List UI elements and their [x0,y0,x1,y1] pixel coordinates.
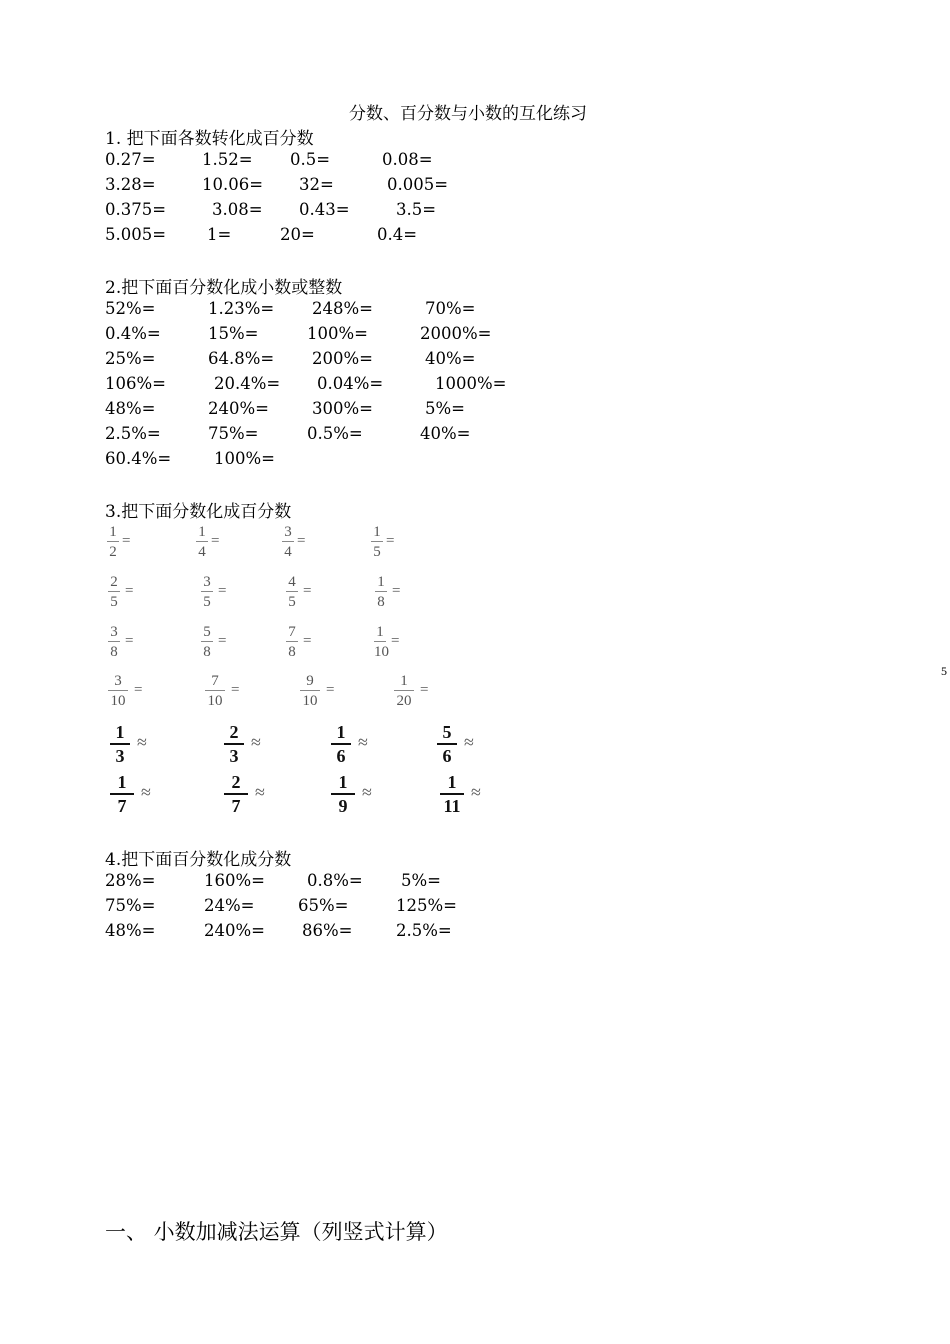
section-3-heading: 3.把下面分数化成百分数 [105,502,292,522]
exercise-item: 75%= [208,424,259,443]
fraction-denominator: 8 [203,644,211,660]
fraction-bar [286,641,298,642]
fraction-numerator: 7 [211,673,219,689]
section-5-heading: 一、 小数加减法运算（列竖式计算） [105,1220,448,1244]
equals-sign: = [231,682,240,698]
exercise-item: 70%= [425,299,476,318]
exercise-item: 1.52= [202,150,253,169]
exercise-item: 64.8%= [208,349,275,368]
equals-sign: = [326,682,335,698]
exercise-item: 28%= [105,871,156,890]
fraction-denominator: 4 [284,544,292,560]
approx-sign: ≈ [141,782,151,802]
exercise-item: 240%= [204,921,265,940]
approx-sign: ≈ [362,782,372,802]
fraction-numerator: 5 [442,722,452,742]
exercise-item: 20.4%= [214,374,281,393]
fraction-numerator: 1 [373,524,381,540]
exercise-item: 25%= [105,349,156,368]
fraction-numerator: 1 [115,722,125,742]
exercise-item: 65%= [298,896,349,915]
exercise-item: 0.375= [105,200,167,219]
exercise-item: 1000%= [435,374,507,393]
fraction-bar [375,591,387,592]
fraction-numerator: 3 [114,673,122,689]
fraction-numerator: 1 [376,624,384,640]
exercise-item: 3.28= [105,175,156,194]
exercise-item: 1= [207,225,232,244]
exercise-item: 86%= [302,921,353,940]
fraction-denominator: 20 [396,693,412,709]
exercise-item: 0.04%= [317,374,384,393]
exercise-item: 240%= [208,399,269,418]
equals-sign: = [211,533,220,549]
approx-sign: ≈ [137,732,147,752]
exercise-item: 2.5%= [396,921,452,940]
fraction-numerator: 3 [284,524,292,540]
exercise-item: 125%= [396,896,457,915]
exercise-item: 200%= [312,349,373,368]
fraction-bar [201,591,213,592]
fraction-denominator: 8 [377,594,385,610]
fraction-numerator: 1 [336,722,346,742]
fraction-numerator: 1 [117,772,127,792]
fraction-denominator: 5 [288,594,296,610]
fraction-numerator: 9 [306,673,314,689]
approx-sign: ≈ [255,782,265,802]
exercise-item: 5%= [401,871,442,890]
exercise-item: 100%= [214,449,275,468]
fraction-denominator: 10 [207,693,223,709]
fraction-denominator: 5 [110,594,118,610]
fraction-numerator: 3 [110,624,118,640]
fraction-bar [107,541,119,542]
fraction-numerator: 2 [110,574,118,590]
exercise-item: 24%= [204,896,255,915]
equals-sign: = [122,533,131,549]
page-number: 5 [941,664,947,678]
fraction-numerator: 1 [377,574,385,590]
fraction-numerator: 1 [338,772,348,792]
exercise-item: 48%= [105,921,156,940]
fraction-bar [108,690,128,691]
exercise-item: 15%= [208,324,259,343]
fraction-denominator: 3 [229,746,239,766]
fraction-denominator: 10 [110,693,126,709]
fraction-numerator: 4 [288,574,296,590]
exercise-item: 3.08= [212,200,263,219]
fraction-denominator: 4 [198,544,206,560]
fraction-denominator: 6 [336,746,346,766]
fraction-denominator: 2 [109,544,117,560]
fraction-denominator: 7 [117,796,127,816]
fraction-denominator: 10 [374,644,389,660]
fraction-denominator: 7 [231,796,241,816]
fraction-numerator: 1 [447,772,457,792]
fraction-bar [108,641,120,642]
exercise-item: 40%= [420,424,471,443]
exercise-item: 75%= [105,896,156,915]
fraction-bar [196,541,208,542]
exercise-item: 60.4%= [105,449,172,468]
exercise-item: 106%= [105,374,166,393]
exercise-item: 0.5= [290,150,331,169]
exercise-item: 248%= [312,299,373,318]
exercise-item: 0.4= [377,225,418,244]
exercise-item: 48%= [105,399,156,418]
exercise-item: 40%= [425,349,476,368]
fraction-bar [374,641,386,642]
fraction-bar [440,793,464,795]
equals-sign: = [125,583,134,599]
fraction-bar [224,793,248,795]
equals-sign: = [134,682,143,698]
fraction-bar [201,641,213,642]
fraction-bar [437,743,457,745]
exercise-item: 2000%= [420,324,492,343]
fraction-numerator: 5 [203,624,211,640]
page-title: 分数、百分数与小数的互化练习 [349,104,587,124]
fraction-denominator: 11 [443,796,461,816]
exercise-item: 100%= [307,324,368,343]
approx-sign: ≈ [251,732,261,752]
equals-sign: = [392,583,401,599]
fraction-bar [300,690,320,691]
fraction-denominator: 5 [373,544,381,560]
approx-sign: ≈ [464,732,474,752]
fraction-bar [108,591,120,592]
equals-sign: = [391,633,400,649]
section-1-heading: 1. 把下面各数转化成百分数 [105,129,314,149]
fraction-bar [282,541,294,542]
exercise-item: 3.5= [396,200,437,219]
fraction-numerator: 2 [229,722,239,742]
fraction-bar [205,690,225,691]
exercise-item: 0.4%= [105,324,161,343]
fraction-bar [224,743,244,745]
fraction-numerator: 7 [288,624,296,640]
equals-sign: = [125,633,134,649]
fraction-denominator: 10 [302,693,318,709]
exercise-item: 5%= [425,399,466,418]
exercise-item: 52%= [105,299,156,318]
exercise-item: 0.43= [299,200,350,219]
fraction-bar [331,743,351,745]
exercise-item: 160%= [204,871,265,890]
equals-sign: = [420,682,429,698]
equals-sign: = [218,583,227,599]
section-2-heading: 2.把下面百分数化成小数或整数 [105,278,343,298]
fraction-denominator: 9 [338,796,348,816]
equals-sign: = [303,583,312,599]
equals-sign: = [297,533,306,549]
equals-sign: = [218,633,227,649]
exercise-item: 300%= [312,399,373,418]
fraction-numerator: 3 [203,574,211,590]
fraction-denominator: 8 [288,644,296,660]
fraction-bar [286,591,298,592]
fraction-denominator: 8 [110,644,118,660]
exercise-item: 10.06= [202,175,264,194]
exercise-item: 0.5%= [307,424,363,443]
fraction-bar [371,541,383,542]
fraction-bar [110,793,134,795]
exercise-item: 0.27= [105,150,156,169]
fraction-bar [331,793,355,795]
fraction-denominator: 5 [203,594,211,610]
fraction-bar [394,690,414,691]
fraction-numerator: 1 [198,524,206,540]
approx-sign: ≈ [471,782,481,802]
equals-sign: = [303,633,312,649]
exercise-item: 2.5%= [105,424,161,443]
exercise-item: 0.8%= [307,871,363,890]
fraction-numerator: 1 [400,673,408,689]
equals-sign: = [386,533,395,549]
exercise-item: 0.08= [382,150,433,169]
exercise-item: 0.005= [387,175,449,194]
fraction-denominator: 3 [115,746,125,766]
section-4-heading: 4.把下面百分数化成分数 [105,850,292,870]
fraction-numerator: 1 [109,524,117,540]
fraction-bar [110,743,130,745]
exercise-item: 1.23%= [208,299,275,318]
exercise-item: 20= [280,225,315,244]
exercise-item: 5.005= [105,225,167,244]
fraction-numerator: 2 [231,772,241,792]
fraction-denominator: 6 [442,746,452,766]
exercise-item: 32= [299,175,334,194]
approx-sign: ≈ [358,732,368,752]
